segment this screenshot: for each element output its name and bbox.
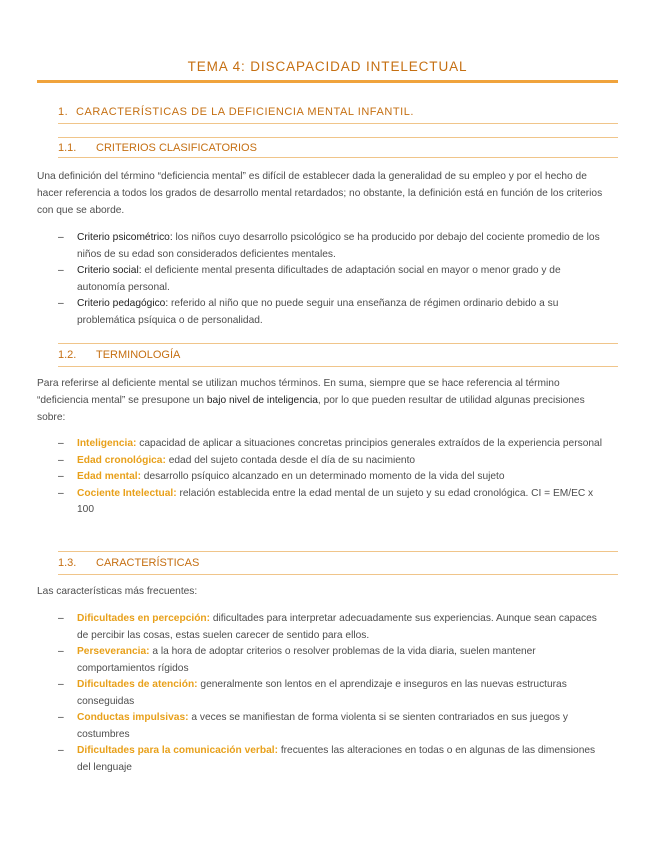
paragraph-text: Para referirse al deficiente mental se utilizan muchos términos. En suma, siempre que se hace referencia al término “deficiencia mental” se presupone un <box>37 378 560 406</box>
item-label: Edad cronológica: <box>77 454 166 466</box>
paragraph: Una definición del término “deficiencia mental” es difícil de establecer dada la generalidad de su empleo y por el hecho de hacer referencia a todos los grados de desarrollo mental retardados; no obstante, la definición está en función de los criterios con que se aborde. <box>37 171 603 216</box>
item-label: Inteligencia: <box>77 438 137 449</box>
item-text: dificultades para interpretar adecuadamente sus experiencias. Aunque sean capaces de percibir las cosas, estas suelen carecer de sentido para ellos. <box>77 613 597 641</box>
subsection-1-3-heading <box>58 557 618 569</box>
bullet-dash: – <box>58 454 64 466</box>
page-title: TEMA 4: DISCAPACIDAD INTELECTUAL <box>187 59 468 74</box>
section-title: CARACTERÍSTICAS <box>96 557 200 569</box>
emphasis-text: bajo nivel de inteligencia <box>206 395 318 406</box>
item-text: a veces se manifiestan de forma violenta si se sienten contrariados en sus juegos y costumbres <box>77 712 568 740</box>
bullet-dash: – <box>58 471 64 482</box>
bullet-dash: – <box>58 679 64 690</box>
section-title: CARACTERÍSTICAS DE LA DEFICIENCIA MENTAL INFANTIL. <box>76 106 415 118</box>
bullet-dash: – <box>58 646 64 657</box>
section-rule <box>58 551 618 552</box>
bullet-dash: – <box>58 438 64 449</box>
item-label: Dificultades en percepción: <box>77 613 211 624</box>
section-title: CRITERIOS CLASIFICATORIOS <box>96 142 257 154</box>
item-label: Criterio social: <box>77 265 142 276</box>
section-rule <box>58 343 618 344</box>
bullet-dash: – <box>58 613 64 624</box>
item-text: referido al niño que no puede seguir una enseñanza de régimen ordinario debido a su problemática psíquica o de personalidad. <box>77 298 559 326</box>
list-item <box>58 469 606 486</box>
item-text: edad del sujeto contada desde el día de su nacimiento <box>165 454 416 466</box>
list-item <box>58 230 606 263</box>
section-rule <box>58 137 618 138</box>
list-item <box>58 644 606 677</box>
list-item <box>58 710 606 743</box>
subsection-1-2-heading <box>58 349 618 361</box>
item-label: Criterio psicométrico: <box>77 232 173 243</box>
list-item <box>58 486 606 519</box>
item-text: generalmente son lentos en el aprendizaje e inseguros en las nuevas estructuras conseguidas <box>77 679 567 707</box>
bullet-dash: – <box>58 712 64 723</box>
item-label: Perseverancia: <box>77 646 150 657</box>
item-text: el deficiente mental presenta dificultades de adaptación social en mayor o menor grado y de autonomía personal. <box>77 265 561 293</box>
section-number: 1.2. <box>58 349 77 361</box>
item-text: a la hora de adoptar criterios o resolver problemas de la vida diaria, suelen mantener comportamientos rígidos <box>77 646 536 674</box>
item-label: Criterio pedagógico: <box>77 298 169 309</box>
terminology-list <box>58 436 606 519</box>
item-text: los niños cuyo desarrollo psicológico se ha producido por debajo del cociente promedio de los niños de su edad son considerados deficientes mentales. <box>77 232 600 260</box>
item-label: Dificultades para la comunicación verbal: <box>77 745 278 756</box>
title-rule <box>37 80 618 83</box>
item-label: Cociente Intelectual: <box>77 487 177 499</box>
section-number: 1.3. <box>58 557 77 569</box>
paragraph <box>37 375 609 426</box>
item-label: Conductas impulsivas: <box>77 712 189 723</box>
section-rule <box>58 574 618 575</box>
section-rule <box>58 157 618 158</box>
characteristics-list <box>58 611 606 776</box>
bullet-dash: – <box>58 745 64 756</box>
section-number: 1. <box>58 106 69 118</box>
list-item <box>58 436 606 453</box>
item-label: Dificultades de atención: <box>77 679 198 690</box>
section-1-heading <box>58 106 618 118</box>
item-text: desarrollo psíquico alcanzado en un determinado momento de la vida del sujeto <box>140 471 505 482</box>
paragraph: Las características más frecuentes: <box>37 586 198 597</box>
paragraph-text: , por lo que pueden resultar de utilidad algunas precisiones sobre: <box>37 395 585 423</box>
bullet-dash: – <box>58 232 64 243</box>
section-number: 1.1. <box>58 142 77 154</box>
list-item <box>58 263 606 296</box>
list-item <box>58 743 606 776</box>
list-item <box>58 611 606 644</box>
list-item <box>58 453 606 470</box>
item-label: Edad mental: <box>77 471 141 482</box>
section-rule <box>58 123 618 124</box>
section-rule <box>58 366 618 367</box>
bullet-dash: – <box>58 265 64 276</box>
item-text: relación establecida entre la edad mental de un sujeto y su edad cronológica. CI = EM/EC x 100 <box>77 487 594 515</box>
bullet-dash: – <box>58 487 64 499</box>
criteria-list <box>58 230 606 329</box>
item-text: capacidad de aplicar a situaciones concretas principios generales extraídos de la experiencia personal <box>136 438 602 449</box>
subsection-1-1-heading <box>58 142 618 154</box>
list-item <box>58 677 606 710</box>
list-item <box>58 296 606 329</box>
section-title: TERMINOLOGÍA <box>96 349 181 361</box>
bullet-dash: – <box>58 298 64 309</box>
item-text: frecuentes las alteraciones en todas o en algunas de las dimensiones del lenguaje <box>77 745 596 773</box>
